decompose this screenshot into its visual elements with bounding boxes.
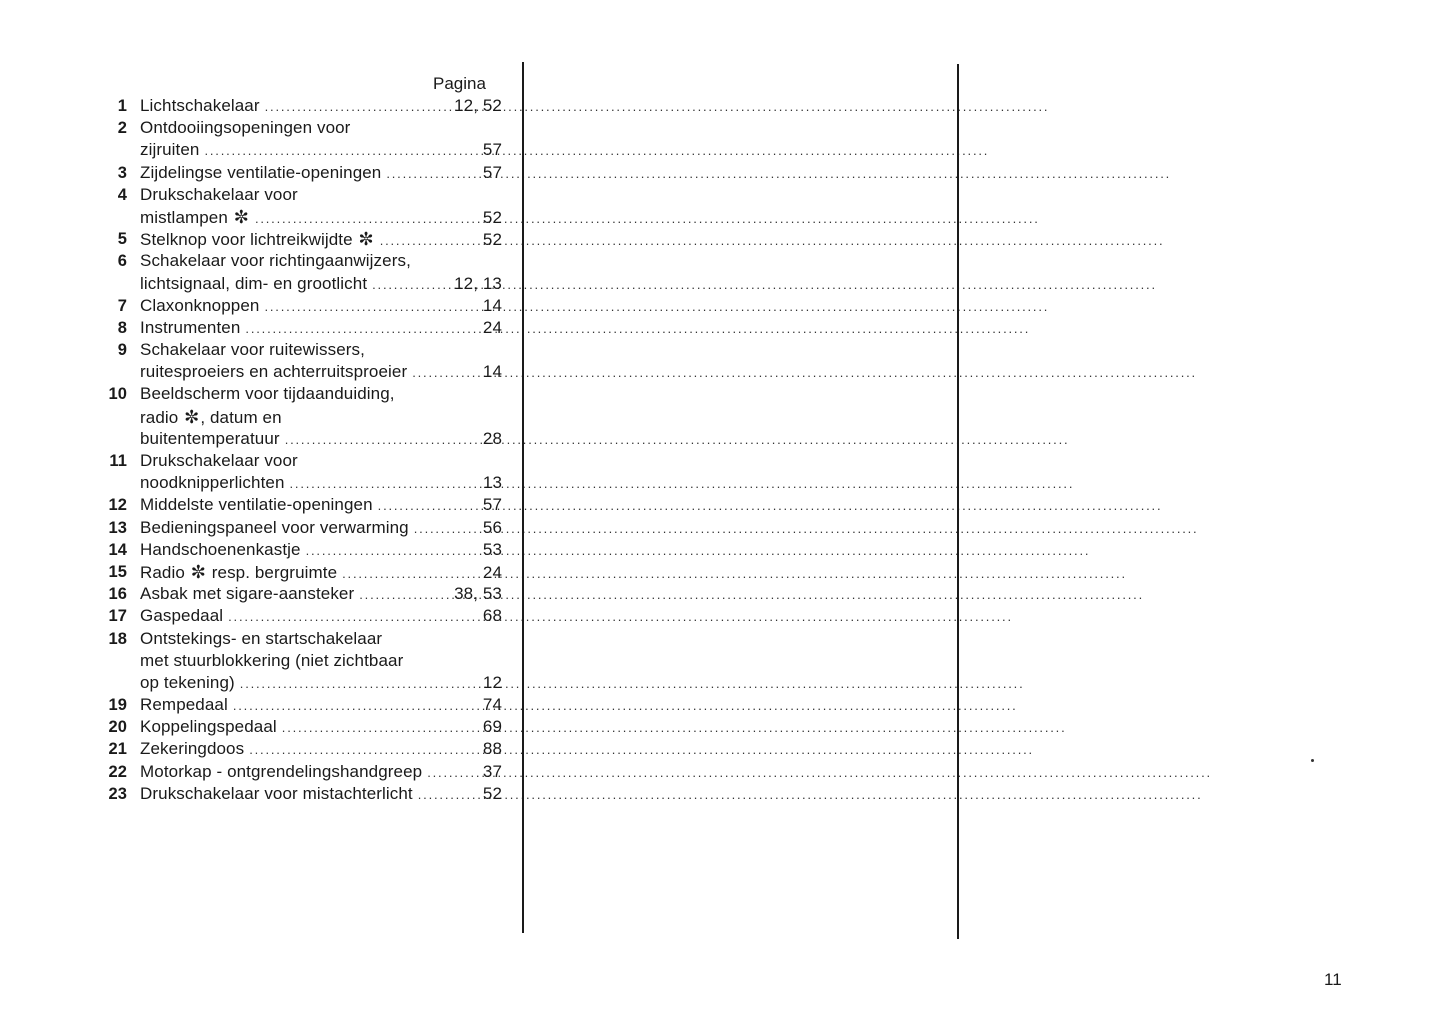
item-number: 6 xyxy=(117,252,127,271)
page-reference: 14 xyxy=(482,295,502,315)
page-reference: 24 xyxy=(482,317,502,337)
index-entry-line xyxy=(96,139,502,161)
item-description-text: Handschoenenkastje xyxy=(140,539,301,559)
index-entry-line xyxy=(96,184,502,206)
index-entry-line xyxy=(96,228,502,250)
page-reference: 12, 13 xyxy=(454,273,502,293)
index-entry-line xyxy=(96,672,502,694)
index-entry-line xyxy=(96,472,502,494)
item-description-text: Ontdooiingsopeningen voor xyxy=(140,118,351,138)
index-entry-line xyxy=(96,738,502,760)
item-description xyxy=(140,517,409,539)
page-reference: 74 xyxy=(482,695,502,715)
item-description-text: noodknipperlichten xyxy=(140,473,285,493)
index-entry xyxy=(96,494,502,516)
item-description xyxy=(140,383,395,405)
dot-leader xyxy=(427,762,475,784)
item-description-text: Ontstekings- en startschakelaar xyxy=(140,628,383,648)
item-number: 9 xyxy=(117,341,127,360)
dot-leader xyxy=(228,606,475,628)
index-entry xyxy=(96,605,502,627)
item-description xyxy=(140,228,375,251)
dot-leader xyxy=(204,140,474,162)
page-reference: 24 xyxy=(482,562,502,582)
index-entry-line xyxy=(96,539,502,561)
item-description-text: Schakelaar voor richtingaanwijzers, xyxy=(140,251,411,271)
item-number: 1 xyxy=(117,97,127,115)
item-number: 8 xyxy=(117,318,127,337)
item-number: 12 xyxy=(108,496,127,515)
dot-leader xyxy=(264,296,474,318)
optional-equipment-icon: ✼ xyxy=(233,206,249,227)
page-reference: 57 xyxy=(482,495,502,515)
item-description-text: Radio xyxy=(140,562,185,582)
index-entry xyxy=(96,383,502,450)
item-description xyxy=(140,250,411,272)
index-entry xyxy=(96,117,502,161)
item-description-text: Zijdelingse ventilatie-openingen xyxy=(140,162,382,182)
dot-leader xyxy=(255,208,475,230)
item-description-text: Drukschakelaar voor xyxy=(140,184,298,204)
item-description-text: Instrumenten xyxy=(140,317,241,337)
item-description xyxy=(140,650,403,672)
item-number: 7 xyxy=(117,296,127,315)
dot-leader xyxy=(233,695,475,717)
index-entry xyxy=(96,583,502,605)
index-entry-line xyxy=(96,162,502,184)
item-description-text: Claxonknoppen xyxy=(140,295,260,315)
item-description-text: Motorkap - ontgrendelingshandgreep xyxy=(140,761,423,781)
item-description-text: zijruiten xyxy=(140,140,200,160)
page-reference: 28 xyxy=(482,428,502,448)
item-description-suffix: resp. bergruimte xyxy=(206,562,338,582)
item-description xyxy=(140,450,298,472)
index-entry xyxy=(96,95,502,117)
index-entry-line xyxy=(96,761,502,783)
item-number: 10 xyxy=(108,385,127,404)
index-entry-line xyxy=(96,383,502,405)
index-entry-line xyxy=(96,716,502,738)
item-description-text: lichtsignaal, dim- en grootlicht xyxy=(140,273,368,293)
index-entry-line xyxy=(96,317,502,339)
item-description xyxy=(140,361,407,383)
optional-equipment-icon: ✼ xyxy=(184,406,200,427)
item-number: 5 xyxy=(117,230,127,249)
item-description xyxy=(140,317,240,339)
item-description xyxy=(140,273,367,295)
item-description-text: Gaspedaal xyxy=(140,606,224,626)
item-description xyxy=(140,694,228,716)
index-entry xyxy=(96,716,502,738)
item-description xyxy=(140,339,365,361)
index-entry-line xyxy=(96,783,502,805)
index-entry-line xyxy=(96,273,502,295)
index-entry-line xyxy=(96,250,502,272)
optional-equipment-icon: ✼ xyxy=(190,561,206,582)
item-description xyxy=(140,605,223,627)
index-entry-line xyxy=(96,95,502,117)
item-number: 13 xyxy=(108,518,127,537)
index-entry-line xyxy=(96,206,502,228)
item-number: 11 xyxy=(109,452,127,470)
index-entry-line xyxy=(96,650,502,672)
item-description xyxy=(140,761,422,783)
dot-leader xyxy=(378,495,475,517)
item-description xyxy=(140,716,277,738)
dot-leader xyxy=(306,540,475,562)
page-reference: 37 xyxy=(482,761,502,781)
index-entry-line xyxy=(96,694,502,716)
item-description-text: Asbak met sigare-aansteker xyxy=(140,584,355,604)
dot-leader xyxy=(418,784,475,806)
page-number: 11 xyxy=(1324,970,1342,989)
index-entry-line xyxy=(96,517,502,539)
page-reference: 14 xyxy=(482,362,502,382)
dot-leader xyxy=(240,673,475,695)
index-entry xyxy=(96,783,502,805)
item-description xyxy=(140,494,373,516)
dot-leader xyxy=(414,518,475,540)
item-number: 20 xyxy=(108,718,127,737)
scan-speck xyxy=(1311,759,1314,762)
index-entry xyxy=(96,228,502,250)
page-reference: 13 xyxy=(482,473,502,493)
item-description-text: Lichtschakelaar xyxy=(140,96,260,115)
page-reference: 38, 53 xyxy=(454,584,502,604)
item-description xyxy=(140,583,354,605)
item-description xyxy=(140,561,337,584)
item-description xyxy=(140,139,199,161)
item-description-text: mistlampen xyxy=(140,207,228,227)
index-entry-line xyxy=(96,295,502,317)
page-reference: 69 xyxy=(482,717,502,737)
index-entry xyxy=(96,162,502,184)
item-description xyxy=(140,428,280,450)
dot-leader xyxy=(342,563,475,585)
index-entry-line xyxy=(96,561,502,583)
index-entry xyxy=(96,317,502,339)
item-description-text: buitentemperatuur xyxy=(140,428,280,448)
item-description-text: Drukschakelaar voor xyxy=(140,451,298,470)
page-reference: 53 xyxy=(482,539,502,559)
page-reference: 12 xyxy=(482,672,502,692)
item-description-text: ruitesproeiers en achterruitsproeier xyxy=(140,362,408,382)
item-description xyxy=(140,628,382,650)
item-description xyxy=(140,184,298,206)
item-number: 18 xyxy=(108,629,127,648)
dot-leader xyxy=(245,318,474,340)
column-divider-right xyxy=(957,64,959,939)
index-entry-line xyxy=(96,406,502,428)
item-description xyxy=(140,738,244,760)
index-entry-line xyxy=(96,605,502,627)
item-description xyxy=(140,95,260,117)
index-entry-line xyxy=(96,494,502,516)
item-number: 23 xyxy=(108,784,127,803)
item-description-text: met stuurblokkering (niet zichtbaar xyxy=(140,650,404,670)
page-reference: 52 xyxy=(482,230,502,250)
item-description xyxy=(140,783,413,805)
item-description-text: op tekening) xyxy=(140,672,235,692)
item-description-text: Stelknop voor lichtreikwijdte xyxy=(140,230,353,250)
item-description xyxy=(140,162,381,184)
item-description-text: Rempedaal xyxy=(140,695,228,715)
dot-leader xyxy=(359,584,446,606)
dot-leader xyxy=(290,473,475,495)
index-entry-line xyxy=(96,428,502,450)
item-description-text: Beeldscherm voor tijdaanduiding, xyxy=(140,384,395,404)
index-entry xyxy=(96,339,502,383)
page-column-header: Pagina xyxy=(433,74,486,93)
index-entry xyxy=(96,250,502,294)
item-number: 2 xyxy=(117,119,127,138)
index-entry xyxy=(96,517,502,539)
dot-leader xyxy=(285,429,475,451)
index-entry xyxy=(96,561,502,583)
index-entry-line xyxy=(96,583,502,605)
dot-leader xyxy=(412,362,475,384)
item-number: 14 xyxy=(108,540,127,559)
page-reference: 52 xyxy=(482,783,502,803)
index-entry-line xyxy=(96,361,502,383)
index-entry xyxy=(96,738,502,760)
item-number: 15 xyxy=(108,562,127,581)
index-entry xyxy=(96,450,502,494)
item-number: 17 xyxy=(108,607,127,626)
item-description-text: Bedieningspaneel voor verwarming xyxy=(140,517,409,537)
page-reference: 57 xyxy=(482,140,502,160)
item-number: 4 xyxy=(117,185,127,204)
index-entry xyxy=(96,761,502,783)
item-description xyxy=(140,539,301,561)
index-entry xyxy=(96,184,502,228)
item-description xyxy=(140,206,250,229)
column-divider-left xyxy=(522,62,524,933)
item-description-text: Schakelaar voor ruitewissers, xyxy=(140,340,365,360)
item-number: 16 xyxy=(108,585,127,604)
parts-index-list xyxy=(96,95,502,805)
index-entry-line xyxy=(96,339,502,361)
item-description-suffix: , datum en xyxy=(200,407,282,427)
page-reference: 88 xyxy=(482,739,502,759)
page-reference: 52 xyxy=(482,207,502,227)
dot-leader xyxy=(265,96,447,118)
item-description-text: Drukschakelaar voor mistachterlicht xyxy=(140,783,413,803)
page-reference: 56 xyxy=(482,517,502,537)
item-description-text: Koppelingspedaal xyxy=(140,717,277,737)
index-entry xyxy=(96,628,502,695)
dot-leader xyxy=(386,163,475,185)
dot-leader xyxy=(282,717,475,739)
item-number: 22 xyxy=(108,762,127,781)
item-description xyxy=(140,295,259,317)
item-description xyxy=(140,406,282,429)
index-entry xyxy=(96,694,502,716)
index-entry-line xyxy=(96,450,502,472)
dot-leader xyxy=(372,274,446,296)
item-description-text: Middelste ventilatie-openingen xyxy=(140,495,373,515)
index-entry-line xyxy=(96,117,502,139)
index-entry xyxy=(96,539,502,561)
item-description xyxy=(140,117,350,139)
item-number: 19 xyxy=(108,696,127,715)
index-entry xyxy=(96,295,502,317)
item-description-text: Zekeringdoos xyxy=(140,739,245,759)
page-reference: 12, 52 xyxy=(454,96,502,115)
item-description xyxy=(140,472,285,494)
index-entry-line xyxy=(96,628,502,650)
item-description xyxy=(140,672,235,694)
item-description-text: radio xyxy=(140,407,179,427)
optional-equipment-icon: ✼ xyxy=(358,229,374,250)
dot-leader xyxy=(249,739,475,761)
page-reference: 57 xyxy=(482,162,502,182)
item-number: 21 xyxy=(108,740,127,759)
item-number: 3 xyxy=(117,163,127,182)
dot-leader xyxy=(380,230,475,252)
page-reference: 68 xyxy=(482,606,502,626)
